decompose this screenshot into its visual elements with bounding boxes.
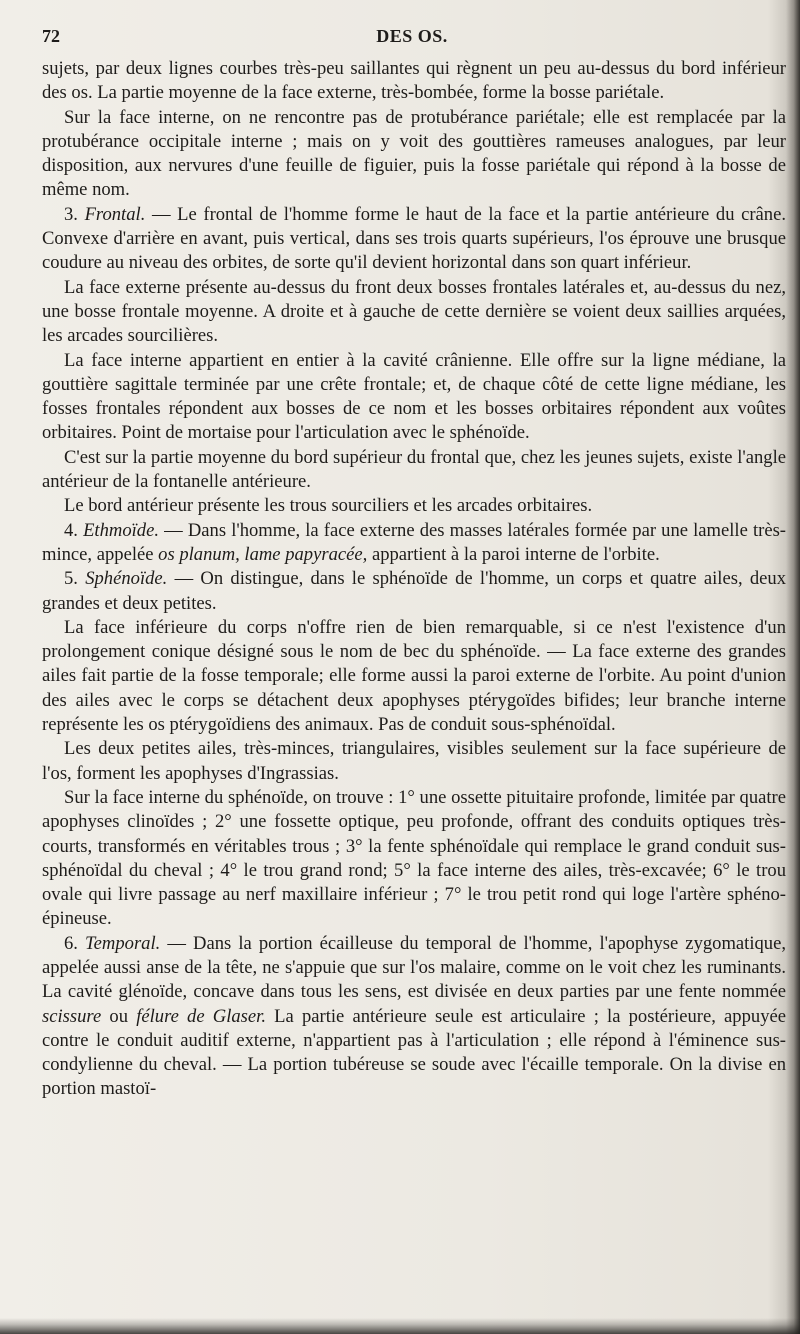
page-number: 72 (42, 26, 60, 46)
section-ethmoide: 4. Ethmoïde. — Dans l'homme, la face externe des masses latérales formée par une lamelle très-mince, appelée os planum, lame papyracée, appartient à la paroi interne de l'orbite. (42, 519, 787, 565)
paragraph: La face interne appartient en entier à la cavité crânienne. Elle offre sur la ligne médiane, la gouttière sagittale terminée par une crête frontale; et, de chaque côté de cette ligne médiane, les fosses frontales répondent aux bosses de ce nom et les bosses orbitaires répondent aux voûtes orbitaires. Point de mortaise pour l'articulation avec le sphénoïde. (42, 349, 786, 444)
paragraph: La face inférieure du corps n'offre rien de bien remarquable, si ce n'est l'existence d'un prolongement conique désigné sous le nom de bec du sphénoïde. — La face externe des grandes ailes fait partie de la fosse temporale; elle forme aussi la paroi externe de l'orbite. Au point d'union des ailes avec le corps se détachent deux apophyses ptérygoïdes bifides; leur branche interne représente les os ptérygoïdiens des animaux. Pas de conduit sous-sphénoïdal. (42, 616, 786, 736)
section-sphenoide: 5. Sphénoïde. — On distingue, dans le sphénoïde de l'homme, un corps et quatre ailes, deux grandes et deux petites. (42, 568, 786, 614)
section-title: Temporal. (85, 932, 161, 954)
paragraph: La face externe présente au-dessus du front deux bosses frontales latérales et, au-dessus du nez, une bosse frontale moyenne. A droite et à gauche de cette dernière se voient deux saillies arquées, les arcades sourcilières. (42, 276, 786, 347)
section-frontal: 3. Frontal. — Le frontal de l'homme forme le haut de la face et la partie antérieure du crâne. Convexe d'arrière en avant, puis vertical, dans ses trois quarts supérieurs, l'os éprouve une brusque coudure au niveau des orbites, de sorte qu'il devient horizontal dans son quart inférieur. (42, 203, 786, 274)
paragraph: Sur la face interne, on ne rencontre pas de protubérance pariétale; elle est remplacée par la protubérance occipitale interne ; mais on y voit des gouttières rameuses analogues, par leur disposition, aux nervures d'une feuille de figuier, puis la fosse pariétale qui répond à la bosse de même nom. (42, 106, 786, 201)
section-title: Ethmoïde. (83, 519, 159, 541)
paragraph: Les deux petites ailes, très-minces, triangulaires, visibles seulement sur la face supérieure de l'os, forment les apophyses d'Ingrassias. (42, 738, 786, 784)
paragraph: C'est sur la partie moyenne du bord supérieur du frontal que, chez les jeunes sujets, existe l'angle antérieur de la fontanelle antérieure. (42, 446, 786, 493)
page-header (42, 26, 782, 52)
section-title: Frontal. (84, 203, 146, 225)
section-title: Sphénoïde. (85, 568, 168, 590)
running-title: DES OS. (376, 26, 448, 46)
page-edge-shadow (786, 0, 800, 1334)
paragraph: Le bord antérieur présente les trous sourciliers et les arcades orbitaires. (64, 495, 593, 517)
body-text (42, 57, 786, 1102)
paragraph: Sur la face interne du sphénoïde, on trouve : 1° une ossette pituitaire profonde, limitée par quatre apophyses clinoïdes ; 2° une fossette optique, peu profonde, offrant des conduits optiques très-courts, transformés en véritables trous ; 3° la fente sphénoïdale qui remplace le grand conduit sus-sphénoïdal du cheval ; 4° le trou grand rond; 5° la face interne des ailes, très-excavée; 6° le trou ovale qui livre passage au nerf maxillaire inférieur ; 7° le trou petit rond qui loge l'artère sphéno-épineuse. (42, 786, 786, 930)
page-bottom-shadow (0, 1318, 800, 1334)
paragraph: sujets, par deux lignes courbes très-peu saillantes qui règnent un peu au-dessus du bord inférieur des os. La partie moyenne de la face externe, très-bombée, forme la bosse pariétale. (42, 58, 786, 104)
section-temporal: 6. Temporal. — Dans la portion écailleuse du temporal de l'homme, l'apophyse zygomatique, appelée aussi anse de la tête, ne s'appuie que sur l'os malaire, comme on le voit chez les ruminants. La cavité glénoïde, concave dans tous les sens, est divisée en deux parties par une fente nommée scissure ou félure de Glaser. La partie antérieure seule est articulaire ; la postérieure, appuyée contre le conduit auditif externe, n'appartient pas à l'articulation ; elle répond à l'éminence sus-condylienne du cheval. — La portion tubéreuse se soude avec l'écaille temporale. On la divise en portion mastoï- (42, 932, 786, 1100)
